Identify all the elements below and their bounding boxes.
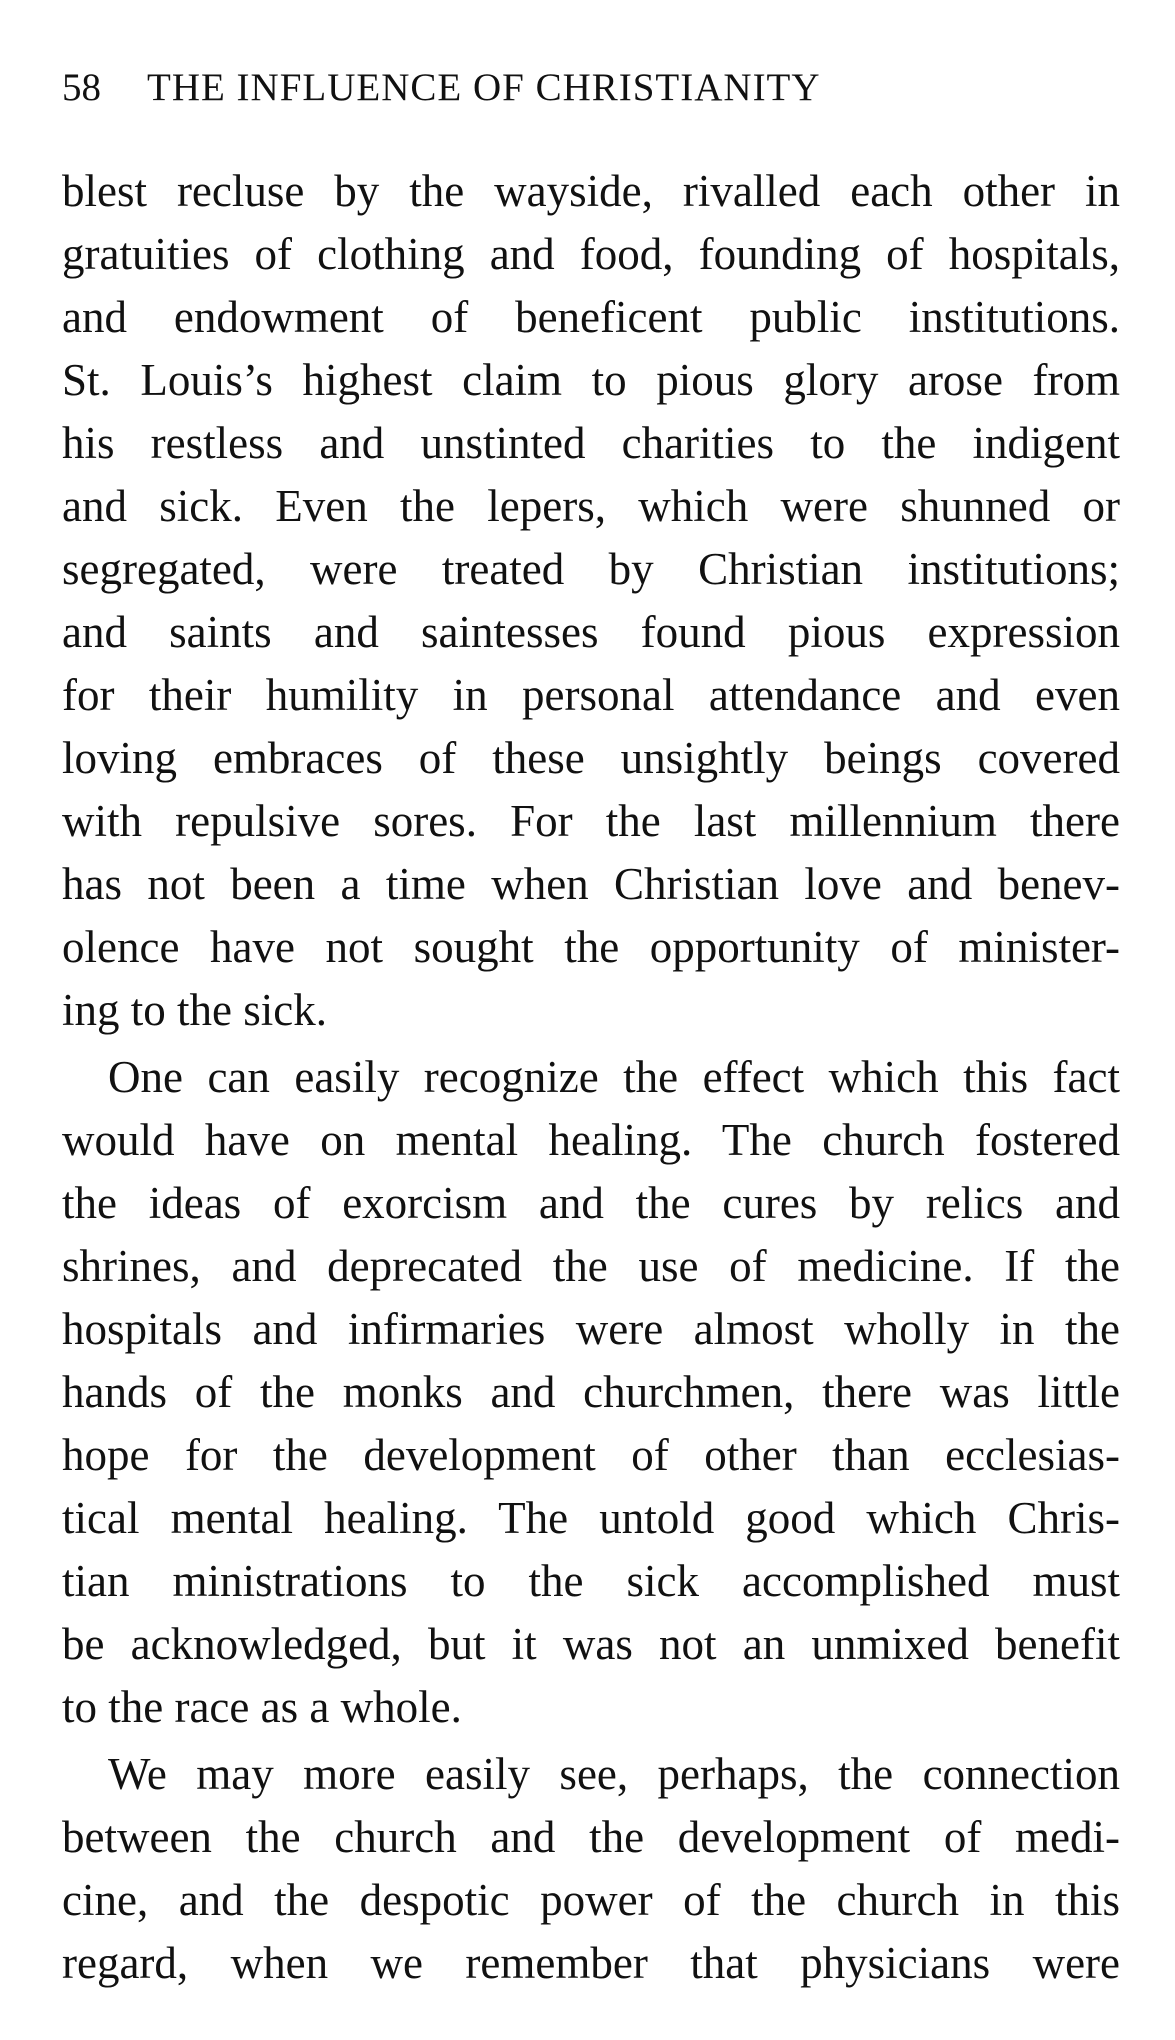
text-line: has not been a time when Christian love and benev- [62, 859, 1120, 909]
text-line: One can easily recognize the effect which this fact [108, 1052, 1120, 1102]
text-line: would have on mental healing. The church fostered [62, 1115, 1120, 1165]
text-line: regard, when we remember that physicians were [62, 1938, 1120, 1988]
text-line: his restless and unstinted charities to the indigent [62, 418, 1120, 468]
text-line: We may more easily see, perhaps, the connection [108, 1749, 1120, 1799]
text-line: and endowment of beneficent public institutions. [62, 292, 1120, 342]
text-line: St. Louis’s highest claim to pious glory arose from [62, 355, 1120, 405]
text-line: between the church and the development of medi- [62, 1812, 1120, 1862]
text-line: the ideas of exorcism and the cures by relics and [62, 1178, 1120, 1228]
text-line: and saints and saintesses found pious expression [62, 607, 1120, 657]
text-line: for their humility in personal attendance and even [62, 670, 1120, 720]
text-line: loving embraces of these unsightly beings covered [62, 733, 1120, 783]
running-title: THE INFLUENCE OF CHRISTIANITY [147, 66, 821, 109]
paragraph-1 [62, 160, 1120, 1042]
text-line: segregated, were treated by Christian institutions; [62, 544, 1120, 594]
text-line: shrines, and deprecated the use of medicine. If the [62, 1241, 1120, 1291]
text-line: tian ministrations to the sick accomplished must [62, 1556, 1120, 1606]
text-line: be acknowledged, but it was not an unmixed benefit [62, 1619, 1120, 1669]
text-line: with repulsive sores. For the last millennium there [62, 796, 1120, 846]
paragraph-2 [62, 1046, 1120, 1739]
text-line: tical mental healing. The untold good which Chris- [62, 1493, 1120, 1543]
text-line: hospitals and infirmaries were almost wholly in the [62, 1304, 1120, 1354]
body-text [62, 160, 1120, 1995]
page-number: 58 [62, 66, 101, 109]
text-line: blest recluse by the wayside, rivalled each other in [62, 166, 1120, 216]
text-line: hope for the development of other than ecclesias- [62, 1430, 1120, 1480]
text-line: cine, and the despotic power of the church in this [62, 1875, 1120, 1925]
text-line: hands of the monks and churchmen, there was little [62, 1367, 1120, 1417]
book-page [62, 58, 1120, 1995]
paragraph-3 [62, 1743, 1120, 1995]
text-line: and sick. Even the lepers, which were shunned or [62, 481, 1120, 531]
running-head [62, 58, 1120, 118]
text-line: gratuities of clothing and food, founding of hospitals, [62, 229, 1120, 279]
text-line: olence have not sought the opportunity of minister- [62, 922, 1120, 972]
text-line: to the race as a whole. [62, 1682, 462, 1732]
text-line: ing to the sick. [62, 985, 327, 1035]
